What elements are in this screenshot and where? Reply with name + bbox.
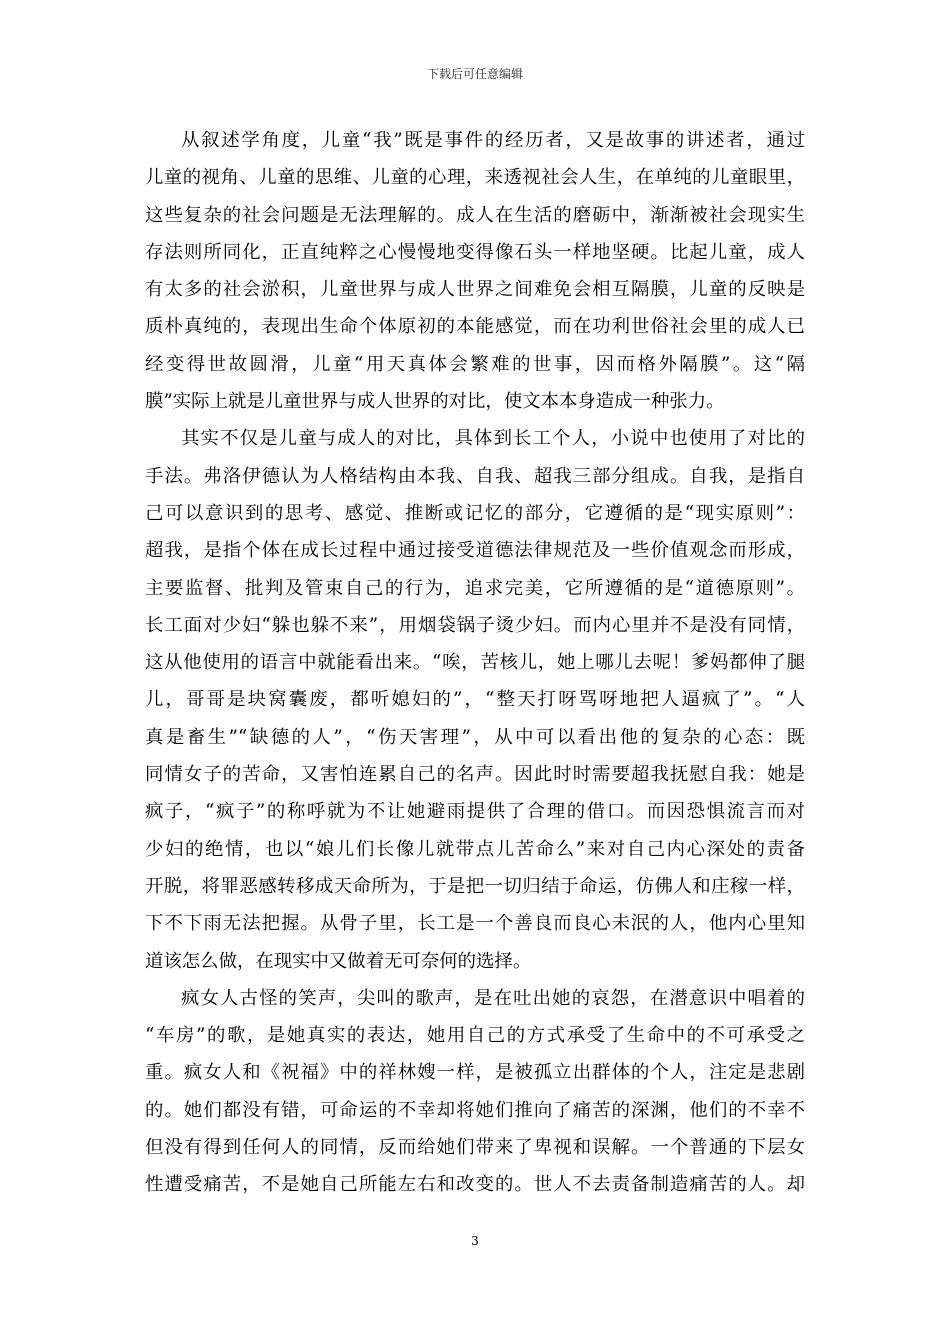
text-line: 性遭受痛苦，不是她自己所能左右和改变的。世人不去责备制造痛苦的人。却 [145,1174,805,1196]
text-line: 存法则所同化，正直纯粹之心慢慢地变得像石头一样地坚硬。比起儿童，成人 [145,241,805,263]
text-line: 超我，是指个体在成长过程中通过接受道德法律规范及一些价值观念而形成， [145,540,805,562]
text-line: 长工面对少妇“躲也躲不来”，用烟袋锅子烫少妇。而内心里并不是没有同情， [145,614,805,636]
text-line: 同情女子的苦命，又害怕连累自己的名声。因此时时需要超我抚慰自我：她是 [145,764,805,786]
text-line: 道该怎么做，在现实中又做着无可奈何的选择。 [145,950,532,972]
text-line: 手法。弗洛伊德认为人格结构由本我、自我、超我三部分组成。自我，是指自 [145,465,805,487]
text-line: 开脱，将罪恶感转移成天命所为，于是把一切归结于命运，仿佛人和庄稼一样， [145,875,805,897]
text-line: 经变得世故圆滑，儿童“用天真体会繁难的世事，因而格外隔膜”。这“隔 [145,353,805,375]
text-line: 其实不仅是儿童与成人的对比，具体到长工个人，小说中也使用了对比的 [181,428,805,450]
text-line: 的。她们都没有错，可命运的不幸却将她们推向了痛苦的深渊，他们的不幸不 [145,1099,805,1121]
text-line: 儿，哥哥是块窝囊废，都听媳妇的”，“整天打呀骂呀地把人逼疯了”。“人 [145,689,805,711]
text-line: 膜”实际上就是儿童世界与成人世界的对比，使文本本身造成一种张力。 [145,391,725,413]
text-line: 真是畜生”“缺德的人”，“伤天害理”，从中可以看出他的复杂的心态：既 [145,726,805,748]
text-line: 下不下雨无法把握。从骨子里，长工是一个善良而良心未泯的人，他内心里知 [145,913,805,935]
text-line: 质朴真纯的，表现出生命个体原初的本能感觉，而在功利世俗社会里的成人已 [145,316,805,338]
document-body [145,122,805,1204]
text-line: 少妇的绝情，也以“娘儿们长像儿就带点儿苦命么”来对自己内心深处的责备 [145,838,805,860]
text-line: 重。疯女人和《祝福》中的祥林嫂一样，是被孤立出群体的个人，注定是悲剧 [145,1062,805,1084]
page-header: 下载后可任意编辑 [426,67,523,81]
text-line: 疯女人古怪的笑声，尖叫的歌声，是在吐出她的哀怨，在潜意识中唱着的 [181,987,805,1009]
text-line: 儿童的视角、儿童的思维、儿童的心理，来透视社会人生，在单纯的儿童眼里， [145,167,805,189]
text-line: “车房”的歌，是她真实的表达，她用自己的方式承受了生命中的不可承受之 [145,1025,805,1047]
text-line: 但没有得到任何人的同情，反而给她们带来了卑视和误解。一个普通的下层女 [145,1137,805,1159]
text-line: 这些复杂的社会问题是无法理解的。成人在生活的磨砺中，渐渐被社会现实生 [145,204,805,226]
page-number: 3 [471,1234,479,1248]
text-line: 这从他使用的语言中就能看出来。“唉，苦核儿，她上哪儿去呢！爹妈都伸了腿 [145,652,805,674]
text-line: 主要监督、批判及管束自己的行为，追求完美，它所遵循的是“道德原则”。 [145,577,805,599]
text-line: 己可以意识到的思考、感觉、推断或记忆的部分，它遵循的是“现实原则”： [145,502,805,524]
text-line: 有太多的社会淤积，儿童世界与成人世界之间难免会相互隔膜，儿童的反映是 [145,279,805,301]
text-line: 从叙述学角度，儿童“我”既是事件的经历者，又是故事的讲述者，通过 [181,130,805,151]
text-line: 疯子，“疯子”的称呼就为不让她避雨提供了合理的借口。而因恐惧流言而对 [145,801,805,823]
